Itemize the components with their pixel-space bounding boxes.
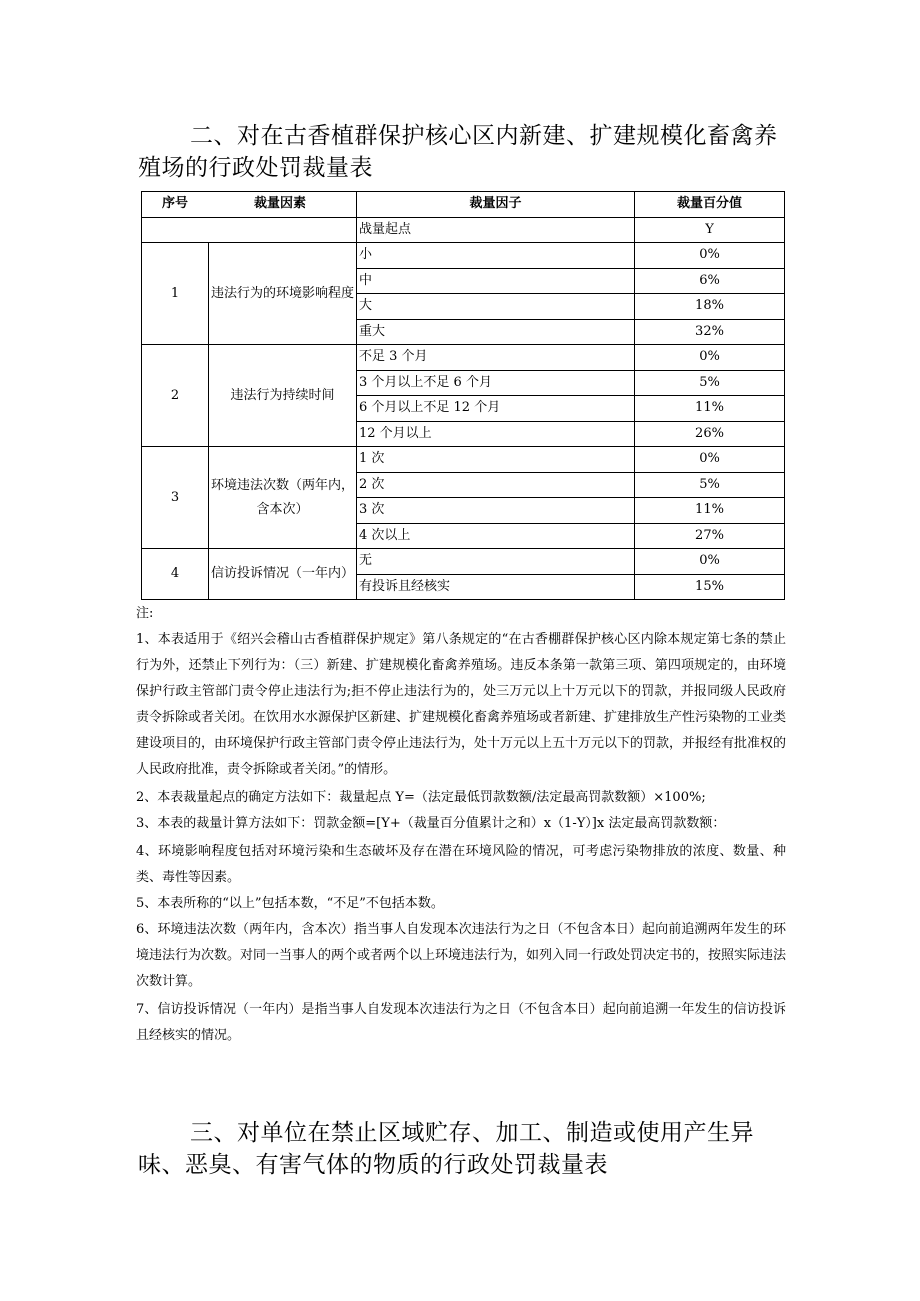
percent-cell: 5% — [635, 370, 785, 396]
note-6: 6、环境违法次数（两年内，含本次）指当事人自发现本次违法行为之日（不包含本日）起向前追溯两年发生的环境违法行为次数。对同一当事人的两个或者两个以上环境违法行为，如列入同一行政处罚决定书的，按照实际违法次数计算。 — [136, 922, 787, 989]
note-1: 1、本表适用于《绍兴会稽山古香植群保护规定》第八条规定的“在古香棚群保护核心区内除本规定第七条的禁止行为外，还禁止下列行为：（三）新建、扩建规模化畜禽养殖场。违反本条第一款第三项、第四项规定的，由环境保护行政主管部门责令停止违法行为;拒不停止违法行为的，处三万元以上十万元以下的罚款，并报同级人民政府责令拆除或者关闭。在饮用水水源保护区新建、扩建规模化畜禽养殖场或者新建、扩建排放生产性污染物的工业类建设项目的，由环境保护行政主管部门责令停止违法行为，处十万元以上五十万元以下的罚款，并报经有批准权的人民政府批准，责令拆除或者关闭。”的情形。 — [136, 632, 787, 777]
note-2: 2、本表裁量起点的确定方法如下：裁量起点 Y=（法定最低罚款数额/法定最高罚款数额）×100%; — [136, 790, 706, 805]
section3-heading — [138, 1117, 788, 1181]
note-3: 3、本表的裁量计算方法如下：罚款金额=[Y+（裁量百分值累计之和）x（1-Y）]x 法定最高罚款数额： — [136, 816, 726, 831]
section2-heading-line2: 殖场的行政处罚裁量表 — [138, 155, 373, 181]
factor-cell: 2 次 — [357, 472, 635, 498]
percent-cell: 32% — [635, 319, 785, 345]
section2-heading-line1: 二、对在古香植群保护核心区内新建、扩建规模化畜禽养 — [190, 123, 778, 149]
factor-cell: 1 次 — [357, 447, 635, 473]
group4-element: 信访投诉情况（一年内） — [209, 549, 357, 600]
percent-cell: 0% — [635, 447, 785, 473]
header-element: 裁量因素 — [254, 196, 307, 211]
group4-seq: 4 — [142, 549, 209, 600]
percent-cell: 0% — [635, 243, 785, 269]
table-row-start — [142, 217, 785, 243]
factor-cell: 有投诉且经核实 — [357, 574, 635, 600]
group1-element: 违法行为的环境影响程度 — [209, 243, 357, 345]
factor-cell: 12 个月以上 — [357, 421, 635, 447]
start-empty-cell — [142, 217, 357, 243]
table-row — [142, 345, 785, 371]
percent-cell: 15% — [635, 574, 785, 600]
percent-cell: 11% — [635, 498, 785, 524]
start-label: 战量起点 — [357, 217, 635, 243]
group3-seq: 3 — [142, 447, 209, 549]
percent-cell: 5% — [635, 472, 785, 498]
table-row — [142, 447, 785, 473]
note-4: 4、环境影响程度包括对环境污染和生态破坏及存在潜在环境风险的情况，可考虑污染物排放的浓度、数量、种类、毒性等因素。 — [136, 844, 786, 885]
header-seq: 序号 — [162, 196, 189, 211]
header-factor: 裁量因子 — [357, 192, 635, 218]
factor-cell: 无 — [357, 549, 635, 575]
percent-cell: 0% — [635, 345, 785, 371]
penalty-table — [141, 191, 785, 600]
factor-cell: 小 — [357, 243, 635, 269]
section3-heading-line1: 三、对单位在禁止区域贮存、加工、制造或使用产生异 — [190, 1120, 754, 1146]
factor-cell: 重大 — [357, 319, 635, 345]
factor-cell: 大 — [357, 294, 635, 320]
notes-label: 注: — [136, 606, 154, 621]
factor-cell: 3 次 — [357, 498, 635, 524]
start-value: Y — [635, 217, 785, 243]
percent-cell: 11% — [635, 396, 785, 422]
percent-cell: 26% — [635, 421, 785, 447]
table-row — [142, 243, 785, 269]
section2-heading — [138, 120, 788, 184]
factor-cell: 6 个月以上不足 12 个月 — [357, 396, 635, 422]
group2-seq: 2 — [142, 345, 209, 447]
factor-cell: 4 次以上 — [357, 523, 635, 549]
percent-cell: 18% — [635, 294, 785, 320]
percent-cell: 6% — [635, 268, 785, 294]
note-5: 5、本表所称的“以上”包括本数，“不足”不包括本数。 — [136, 896, 444, 911]
header-percent: 裁量百分值 — [635, 192, 785, 218]
factor-cell: 中 — [357, 268, 635, 294]
header-seq-element — [142, 192, 357, 218]
percent-cell: 27% — [635, 523, 785, 549]
factor-cell: 3 个月以上不足 6 个月 — [357, 370, 635, 396]
table-row — [142, 549, 785, 575]
group2-element: 违法行为持续时间 — [209, 345, 357, 447]
percent-cell: 0% — [635, 549, 785, 575]
section3-heading-line2: 味、恶臭、有害气体的物质的行政处罚裁量表 — [138, 1152, 608, 1178]
factor-cell: 不足 3 个月 — [357, 345, 635, 371]
notes-section — [136, 601, 786, 1049]
table-header-row — [142, 192, 785, 218]
group1-seq: 1 — [142, 243, 209, 345]
group3-element: 环境违法次数（两年内，含本次） — [209, 447, 357, 549]
note-7: 7、信访投诉情况（一年内）是指当事人自发现本次违法行为之日（不包含本日）起向前追溯一年发生的信访投诉且经核实的情况。 — [136, 1002, 786, 1043]
